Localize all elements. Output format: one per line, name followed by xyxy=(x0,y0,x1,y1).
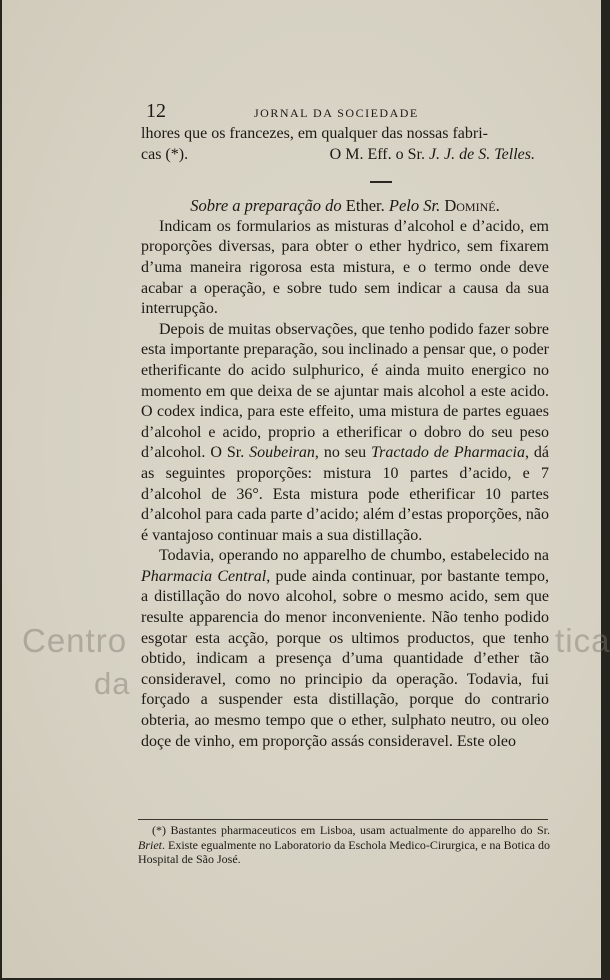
paragraph-2: Depois de muitas observações, que tenho podido fazer sobre esta importante preparação, sou inclinado a pensar que, o poder etherificante do acido sulphurico, é ainda muito energico no momento em que deixa de se ajuntar mais alcohol a este acido. O codex indica, para este effeito, uma mistura de partes eguaes d’alcohol e acido, proprio a etherificar o dobro do seu peso d’alcohol. O Sr. Soubeiran, no seu Tractado de Pharmacia, dá as seguintes proporções: mistura 10 partes d’acido, e 7 d’alcohol de 36°. Esta mistura pode etherificar 10 partes d’alcohol para cada parte d’acido; além d’estas proporções, não é vantajoso continuar mais a sua distillação. xyxy=(141,320,549,544)
signature-line xyxy=(141,145,549,166)
paragraph-1: Indicam os formularios as misturas d’alcohol e d’acido, em proporções diversas, para obter o ether hydrico, sem fixarem d’uma maneira rigorosa esta mistura, e o termo onde deve acabar a operação, e sobre tudo sem indicar a causa da sua interrupção. xyxy=(141,217,549,318)
footnote-divider xyxy=(138,819,548,820)
watermark-line-1: Centro tica xyxy=(22,622,610,659)
footnote: (*) Bastantes pharmaceuticos em Lisboa, usam actualmente do apparelho do Sr. Briet. Existe egualmente no Laboratorio da Eschola Medico-Cirurgica, e na Botica do Hospital de São José. xyxy=(138,823,550,866)
book-page xyxy=(2,0,610,978)
page-header xyxy=(146,100,544,122)
page-number: 12 xyxy=(146,100,166,122)
watermark-line-2: da xyxy=(94,666,131,701)
article-author: Dominé. xyxy=(440,196,500,216)
section-divider xyxy=(370,181,392,183)
continuation-line: lhores que os francezes, em qualquer das nossas fabri- xyxy=(141,125,488,142)
article-title: Sobre a preparação do Ether. Pelo Sr. Dominé. xyxy=(190,196,500,216)
signature: O M. Eff. o Sr. J. J. de S. Telles. xyxy=(329,145,535,163)
running-head: JORNAL DA SOCIEDADE xyxy=(254,106,419,120)
page-body xyxy=(141,124,549,752)
paragraph-3: Todavia, operando no apparelho de chumbo, estabelecido na Pharmacia Central, pude ainda continuar, por bastante tempo, a distillação do novo alcohol, sobre o mesmo acido, sem que resulte apparencia do menor inconveniente. Não tenho podido esgotar esta acção, porque os ultimos productos, que tenho obtido, indicam a presença d’uma quantidade d’ether tão consideravel, como no principio da operação. Todavia, fui forçado a suspender esta distillação, porque do contrario obteria, ao mesmo tempo que o ether, sulphato neutro, ou oleo doçe de vinho, em proporção assás consideravel. Este oleo xyxy=(141,547,549,750)
footnote-reference: cas (*). xyxy=(141,145,189,163)
